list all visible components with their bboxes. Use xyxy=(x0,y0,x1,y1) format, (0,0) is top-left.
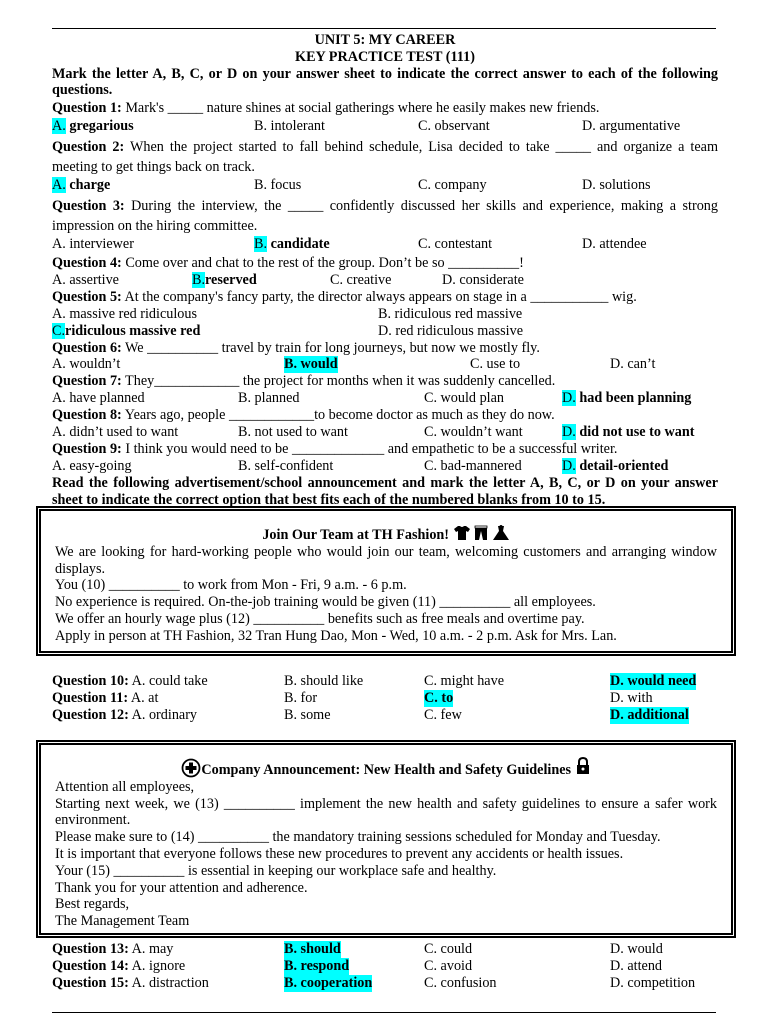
question-label: Question 7: xyxy=(52,373,122,390)
question-text: Come over and chat to the rest of the group. Don’t be so __________! xyxy=(121,254,524,271)
ad-title: Join Our Team at TH Fashion! xyxy=(262,527,450,543)
option-b[interactable]: B. self-confident xyxy=(238,457,334,474)
question-5 xyxy=(52,289,718,306)
question-1 xyxy=(52,100,718,117)
option-d[interactable]: D. competition xyxy=(610,975,696,991)
ad-title-row xyxy=(55,525,717,544)
question-11 xyxy=(52,690,158,707)
ad-line-4: We offer an hourly wage plus (12) __________ benefits such as free meals and overtime pay. xyxy=(55,610,585,627)
answer-text: had been planning xyxy=(579,390,692,407)
dress-icon xyxy=(492,525,510,541)
option-d[interactable] xyxy=(562,424,694,441)
options-row xyxy=(52,356,718,373)
announcement-line-7: Best regards, xyxy=(55,896,130,913)
option-b[interactable]: B. would xyxy=(284,356,338,373)
question-6 xyxy=(52,340,718,357)
answer-highlight: B. xyxy=(192,271,206,288)
unit-title: UNIT 5: MY CAREER xyxy=(314,32,456,48)
question-14-row xyxy=(52,958,718,975)
option-a[interactable]: A. ordinary xyxy=(131,707,198,723)
question-text: When the project started to fall behind schedule, Lisa decided to take _____ and organize a team meeting to get things back on track. xyxy=(52,138,718,175)
medical-plus-icon xyxy=(181,758,201,778)
option-a[interactable]: A. assertive xyxy=(52,271,119,288)
options-row xyxy=(52,272,718,289)
question-label: Question 4: xyxy=(52,254,122,271)
lock-icon xyxy=(575,757,591,775)
option-c[interactable]: C. bad-mannered xyxy=(424,457,522,474)
option-b[interactable]: B. some xyxy=(284,707,331,723)
answer-text: charge xyxy=(69,176,111,193)
options-row xyxy=(52,118,718,137)
pants-icon xyxy=(474,525,488,541)
announcement-title: Company Announcement: New Health and Safety Guidelines xyxy=(201,762,572,778)
option-b[interactable]: B. respond xyxy=(284,958,350,974)
option-b[interactable]: B. focus xyxy=(254,176,302,193)
option-b[interactable]: B. cooperation xyxy=(284,975,373,991)
option-b[interactable] xyxy=(192,272,257,289)
announcement-line-5: Your (15) __________ is essential in keeping our workplace safe and healthy. xyxy=(55,862,497,879)
announcement-box xyxy=(36,740,736,938)
option-d[interactable]: D. attend xyxy=(610,958,663,974)
question-4 xyxy=(52,255,718,272)
instruction-1: Mark the letter A, B, C, or D on your answer sheet to indicate the correct answer to each of the following questions. xyxy=(52,65,718,99)
answer-text: gregarious xyxy=(69,117,134,134)
question-15-row xyxy=(52,975,718,992)
options-row xyxy=(52,458,718,475)
announcement-questions xyxy=(52,941,718,992)
options-row xyxy=(52,424,718,441)
option-d[interactable]: D. would xyxy=(610,941,663,957)
option-a[interactable]: A. distraction xyxy=(131,975,209,991)
question-label: Question 8: xyxy=(52,407,122,424)
option-d[interactable] xyxy=(562,458,668,475)
option-a[interactable]: A. wouldn’t xyxy=(52,356,121,373)
option-c[interactable]: C. to xyxy=(424,690,454,706)
options-row xyxy=(52,390,718,407)
option-d[interactable]: D. with xyxy=(610,690,653,706)
advertisement-box xyxy=(36,506,736,656)
option-c[interactable]: C. might have xyxy=(424,673,504,689)
answer-highlight: A. xyxy=(52,117,66,134)
ad-line-1: We are looking for hard-working people who would join our team, welcoming customers and arranging window displays. xyxy=(55,543,717,577)
question-text: At the company's fancy party, the director always appears on stage in a ___________ wig. xyxy=(121,288,637,305)
option-a[interactable] xyxy=(52,118,134,135)
option-d[interactable]: D. attendee xyxy=(582,235,647,252)
option-b[interactable] xyxy=(254,236,330,253)
question-10-row xyxy=(52,673,718,690)
question-12-row xyxy=(52,707,718,724)
option-c[interactable]: C. contestant xyxy=(418,235,493,252)
answer-highlight: B. xyxy=(254,235,268,252)
question-9 xyxy=(52,441,718,458)
option-b[interactable]: B. should xyxy=(284,941,341,957)
option-c[interactable]: C. confusion xyxy=(424,975,497,991)
question-13-row xyxy=(52,941,718,958)
question-11-row xyxy=(52,690,718,707)
option-b[interactable]: B. should like xyxy=(284,673,364,689)
question-label: Question 5: xyxy=(52,288,122,305)
option-c[interactable]: C. would plan xyxy=(424,390,504,407)
question-3 xyxy=(52,196,718,236)
option-a[interactable]: A. interviewer xyxy=(52,235,134,252)
question-8 xyxy=(52,407,718,424)
answer-highlight: A. xyxy=(52,176,66,193)
announcement-title-row xyxy=(55,757,717,779)
question-text: We __________ travel by train for long journeys, but now we mostly fly. xyxy=(121,339,540,356)
question-label: Question 13: xyxy=(52,941,129,957)
ad-questions xyxy=(52,673,718,724)
answer-highlight: C. xyxy=(52,322,66,339)
ad-line-2: You (10) __________ to work from Mon - Fri, 9 a.m. - 6 p.m. xyxy=(55,577,407,594)
question-label: Question 12: xyxy=(52,707,129,723)
announcement-line-6: Thank you for your attention and adherence. xyxy=(55,879,308,896)
answer-text: candidate xyxy=(270,235,330,252)
option-c[interactable]: C. could xyxy=(424,941,473,957)
option-b[interactable]: B. planned xyxy=(238,390,300,407)
question-label: Question 14: xyxy=(52,958,129,974)
options-row xyxy=(52,236,718,255)
option-c[interactable]: C. wouldn’t want xyxy=(424,423,523,440)
question-label: Question 10: xyxy=(52,673,129,689)
answer-text: ridiculous massive red xyxy=(65,322,201,339)
question-label: Question 1: xyxy=(52,100,122,117)
question-text: They____________ the project for months when it was suddenly cancelled. xyxy=(121,373,556,390)
option-a[interactable]: A. easy-going xyxy=(52,457,132,474)
option-a[interactable]: A. could take xyxy=(131,673,208,689)
option-d[interactable]: D. would need xyxy=(610,673,697,689)
option-a[interactable]: A. have planned xyxy=(52,390,145,407)
top-rule xyxy=(52,28,716,29)
question-label: Question 9: xyxy=(52,440,122,457)
question-label: Question 15: xyxy=(52,975,129,991)
ad-line-3: No experience is required. On-the-job training would be given (11) __________ all employees. xyxy=(55,594,596,611)
question-text: I think you would need to be _____________ and empathetic to be a successful writer. xyxy=(121,440,618,457)
question-13 xyxy=(52,941,173,958)
announcement-line-4: It is important that everyone follows these new procedures to prevent any accidents or health issues. xyxy=(55,845,624,862)
option-c[interactable]: C. observant xyxy=(418,117,490,134)
options-row xyxy=(52,177,718,196)
option-d[interactable]: D. solutions xyxy=(582,176,651,193)
bottom-rule xyxy=(52,1012,716,1013)
option-a[interactable]: A. massive red ridiculous xyxy=(52,305,197,322)
option-a[interactable]: A. may xyxy=(131,941,174,957)
announcement-line-2: Starting next week, we (13) __________ implement the new health and safety guidelines to ensure a safer work environment. xyxy=(55,795,717,829)
option-a[interactable] xyxy=(52,177,110,194)
question-label: Question 2: xyxy=(52,138,125,155)
announcement-line-3: Please make sure to (14) __________ the mandatory training sessions scheduled for Monday and Tuesday. xyxy=(55,829,661,846)
option-b[interactable]: B. not used to want xyxy=(238,423,348,440)
option-a[interactable]: A. at xyxy=(130,690,159,706)
question-text: During the interview, the _____ confidently discussed her skills and experience, making a strong impression on the hiring committee. xyxy=(52,197,718,234)
announcement-line-8: The Management Team xyxy=(55,913,190,930)
instruction-2-text: Read the following advertisement/school announcement and mark the letter A, B, C, or D on your answer sheet to indicate the correct option that best fits each of the numbered blanks from 10 to 15 xyxy=(52,474,718,508)
question-7 xyxy=(52,373,718,390)
shirt-icon xyxy=(453,525,471,541)
options-row xyxy=(52,306,718,323)
answer-highlight: D. xyxy=(562,457,576,474)
option-b[interactable]: B. for xyxy=(284,690,318,706)
question-text: Mark's _____ nature shines at social gatherings where he easily makes new friends. xyxy=(121,100,600,117)
option-d[interactable]: D. can’t xyxy=(610,356,656,373)
test-title: KEY PRACTICE TEST (111) xyxy=(295,48,475,65)
answer-highlight: D. xyxy=(562,390,576,407)
option-a[interactable]: A. didn’t used to want xyxy=(52,423,179,440)
option-d[interactable]: D. considerate xyxy=(442,271,524,288)
option-c[interactable] xyxy=(52,323,200,340)
answer-text: detail-oriented xyxy=(579,457,669,474)
answer-text: did not use to want xyxy=(579,423,695,440)
option-a[interactable]: A. ignore xyxy=(131,958,186,974)
option-d[interactable]: D. red ridiculous massive xyxy=(378,322,523,339)
option-c[interactable]: C. creative xyxy=(330,271,392,288)
question-2 xyxy=(52,137,718,177)
answer-text: reserved xyxy=(205,271,257,288)
question-14 xyxy=(52,958,185,975)
option-d[interactable] xyxy=(562,390,691,407)
instruction-2: Read the following advertisement/school announcement and mark the letter A, B, C, or D on your answer sheet to indicate the correct option that best fits each of the numbered blanks from 10 to 15. xyxy=(52,474,718,508)
option-c[interactable]: C. avoid xyxy=(424,958,473,974)
question-15 xyxy=(52,975,209,992)
answer-highlight: D. xyxy=(562,423,576,440)
option-d[interactable]: D. argumentative xyxy=(582,117,681,134)
option-c[interactable]: C. use to xyxy=(470,356,521,373)
ad-line-5: Apply in person at TH Fashion, 32 Tran Hung Dao, Mon - Wed, 10 a.m. - 2 p.m. Ask for Mrs. Lan. xyxy=(55,627,617,644)
option-c[interactable]: C. few xyxy=(424,707,462,723)
question-text: Years ago, people ____________to become doctor as much as they do now. xyxy=(121,407,555,424)
question-label: Question 3: xyxy=(52,197,125,214)
announcement-line-1: Attention all employees, xyxy=(55,778,195,795)
question-label: Question 11: xyxy=(52,690,129,706)
question-10 xyxy=(52,673,208,690)
question-12 xyxy=(52,707,197,724)
option-b[interactable]: B. intolerant xyxy=(254,117,325,134)
options-row xyxy=(52,323,718,340)
question-label: Question 6: xyxy=(52,339,122,356)
option-b[interactable]: B. ridiculous red massive xyxy=(378,305,523,322)
option-d[interactable]: D. additional xyxy=(610,707,689,723)
option-c[interactable]: C. company xyxy=(418,176,487,193)
